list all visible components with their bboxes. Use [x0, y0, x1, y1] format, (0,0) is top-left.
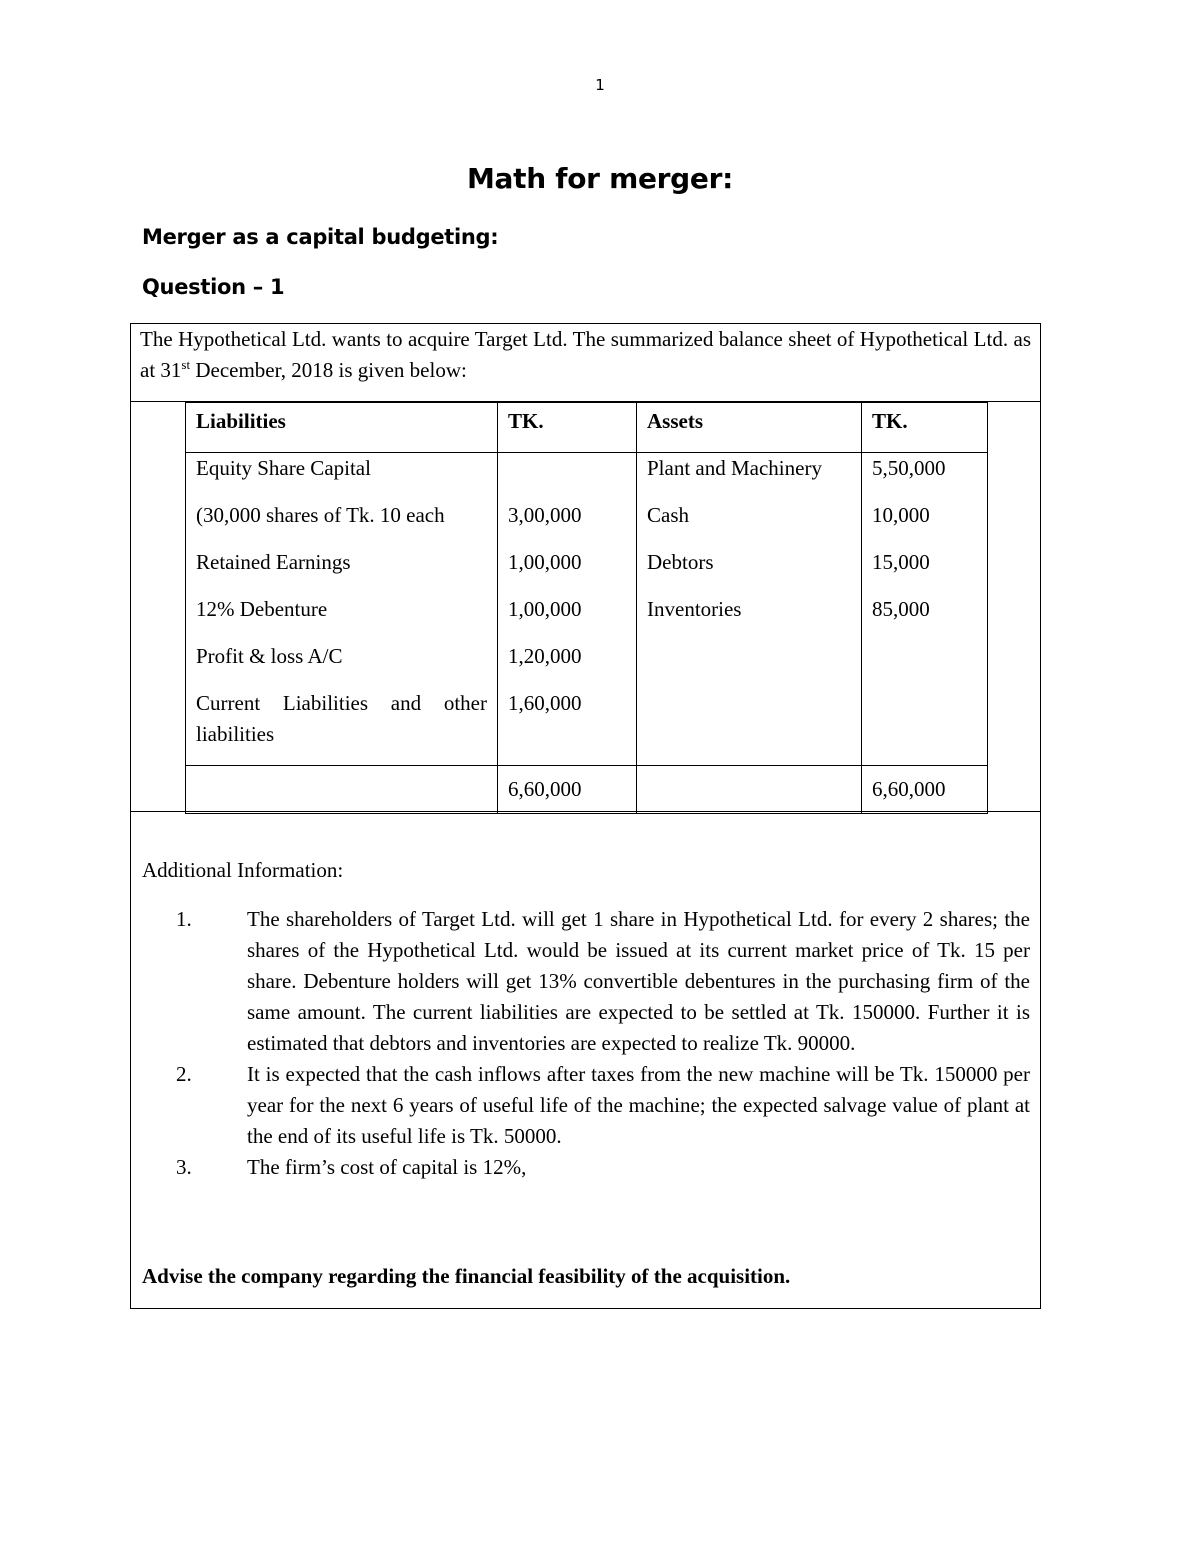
advise-instruction: Advise the company regarding the financial feasibility of the acquisition. — [142, 1264, 791, 1288]
liability-amount: 1,00,000 — [508, 550, 582, 574]
additional-info-list — [142, 904, 1030, 1183]
balance-sheet-table — [185, 402, 988, 814]
liabilities-cell — [186, 453, 498, 766]
liability-label: Retained Earnings — [196, 550, 351, 574]
total-assets: 6,60,000 — [862, 766, 988, 814]
liability-amount — [508, 453, 626, 500]
asset-amount: 10,000 — [872, 503, 930, 527]
liability-label: 12% Debenture — [196, 597, 328, 621]
question-heading: Question – 1 — [142, 275, 285, 299]
asset-amount: 85,000 — [872, 597, 930, 621]
page-title: Math for merger: — [466, 162, 733, 195]
liability-label: Equity Share Capital — [196, 456, 371, 480]
asset-label: Debtors — [647, 550, 714, 574]
additional-info-heading: Additional Information: — [142, 858, 344, 882]
header-tk: TK. — [862, 403, 988, 453]
list-number: 3. — [176, 1155, 192, 1179]
liability-amount: 1,60,000 — [508, 691, 582, 715]
asset-label: Cash — [647, 503, 689, 527]
list-item — [142, 1059, 1030, 1152]
total-label-cell — [186, 766, 498, 814]
assets-amount-cell — [862, 453, 988, 766]
total-liabilities: 6,60,000 — [498, 766, 637, 814]
intro-superscript: st — [181, 357, 191, 372]
assets-cell — [637, 453, 862, 766]
intro-text-end: December, 2018 is given below: — [190, 358, 467, 382]
header-tk: TK. — [498, 403, 637, 453]
asset-label: Inventories — [647, 597, 742, 621]
intro-text: The Hypothetical Ltd. wants to acquire Target Ltd. The summarized balance sheet of Hypothetical Ltd. as at 31 — [140, 327, 1031, 382]
page-number: 1 — [595, 76, 605, 94]
header-assets: Assets — [637, 403, 862, 453]
liability-label: (30,000 shares of Tk. 10 each — [196, 503, 445, 527]
asset-label: Plant and Machinery — [647, 456, 822, 480]
total-assets-label-cell — [637, 766, 862, 814]
list-text: The shareholders of Target Ltd. will get 1 share in Hypothetical Ltd. for every 2 shares; the shares of the Hypothetical Ltd. would be issued at its current market price of Tk. 15 per share. Debenture holders will get 13% convertible debentures in the purchasing firm of the same amount. The current liabilities are expected to be settled at Tk. 150000. Further it is estimated that debtors and inventories are expected to realize Tk. 90000. — [247, 907, 1030, 1055]
liability-amount: 3,00,000 — [508, 503, 582, 527]
asset-amount: 15,000 — [872, 550, 930, 574]
list-item — [142, 904, 1030, 1059]
liability-amount: 1,20,000 — [508, 644, 582, 668]
header-liabilities: Liabilities — [186, 403, 498, 453]
section-heading: Merger as a capital budgeting: — [142, 225, 499, 249]
intro-paragraph — [140, 324, 1031, 386]
list-text: It is expected that the cash inflows after taxes from the new machine will be Tk. 150000 per year for the next 6 years of useful life of the machine; the expected salvage value of plant at the end of its useful life is Tk. 50000. — [247, 1062, 1030, 1148]
liability-label: Current Liabilities and other liabilities — [196, 691, 487, 746]
asset-amount: 5,50,000 — [872, 456, 946, 480]
liability-amount: 1,00,000 — [508, 597, 582, 621]
list-number: 1. — [176, 907, 192, 931]
list-number: 2. — [176, 1062, 192, 1086]
list-item — [142, 1152, 1030, 1183]
list-text: The firm’s cost of capital is 12%, — [247, 1155, 527, 1179]
liability-label: Profit & loss A/C — [196, 644, 343, 668]
liabilities-amount-cell — [498, 453, 637, 766]
total-row — [186, 766, 988, 814]
table-header-row — [186, 403, 988, 453]
table-row — [186, 453, 988, 766]
